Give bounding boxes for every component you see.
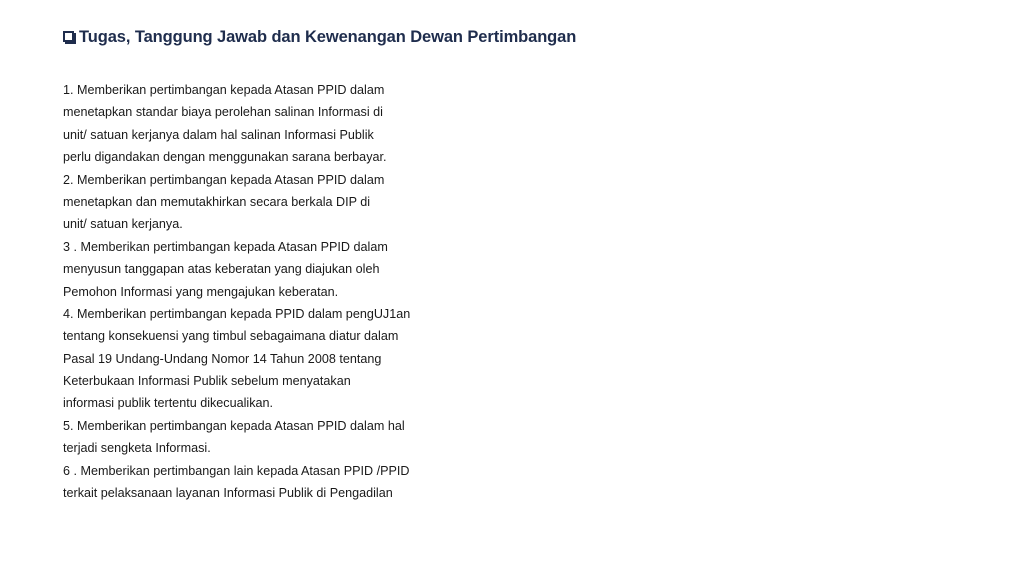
text-line: menyusun tanggapan atas keberatan yang diajukan oleh	[63, 262, 380, 277]
text-line: Pemohon Informasi yang mengajukan keberatan.	[63, 284, 339, 299]
text-line: terkait pelaksanaan layanan Informasi Publik di Pengadilan	[63, 486, 393, 501]
body-text	[63, 79, 423, 504]
slide-title: Tugas, Tanggung Jawab dan Kewenangan Dewan Pertimbangan	[79, 28, 577, 46]
text-line: menetapkan dan memutakhirkan secara berkala DIP di	[63, 194, 371, 209]
text-line: 1. Memberikan pertimbangan kepada Atasan PPID dalam	[63, 83, 385, 97]
text-line: unit/ satuan kerjanya dalam hal salinan Informasi Publik	[63, 127, 374, 142]
text-line: 3 . Memberikan pertimbangan kepada Atasan PPID dalam	[63, 239, 388, 254]
text-line: 2. Memberikan pertimbangan kepada Atasan PPID dalam	[63, 172, 385, 187]
text-line: Keterbukaan Informasi Publik sebelum menyatakan	[63, 374, 351, 389]
text-line: perlu digandakan dengan menggunakan sarana berbayar.	[63, 150, 387, 165]
text-line: menetapkan standar biaya perolehan salinan Informasi di	[63, 105, 383, 120]
text-line: 6 . Memberikan pertimbangan lain kepada Atasan PPID /PPID	[63, 463, 410, 478]
text-line: informasi publik tertentu dikecualikan.	[63, 396, 274, 411]
text-line: terjadi sengketa Informasi.	[63, 441, 211, 456]
text-line: 4. Memberikan pertimbangan kepada PPID dalam pengUJ1an	[63, 306, 411, 321]
text-line: 5. Memberikan pertimbangan kepada Atasan PPID dalam hal	[63, 418, 405, 433]
checkbox-bullet-icon	[63, 31, 74, 42]
text-line: tentang konsekuensi yang timbul sebagaimana diatur dalam	[63, 329, 399, 344]
text-line: unit/ satuan kerjanya.	[63, 217, 183, 232]
text-line: Pasal 19 Undang-Undang Nomor 14 Tahun 2008 tentang	[63, 351, 382, 366]
title-row	[63, 28, 576, 47]
